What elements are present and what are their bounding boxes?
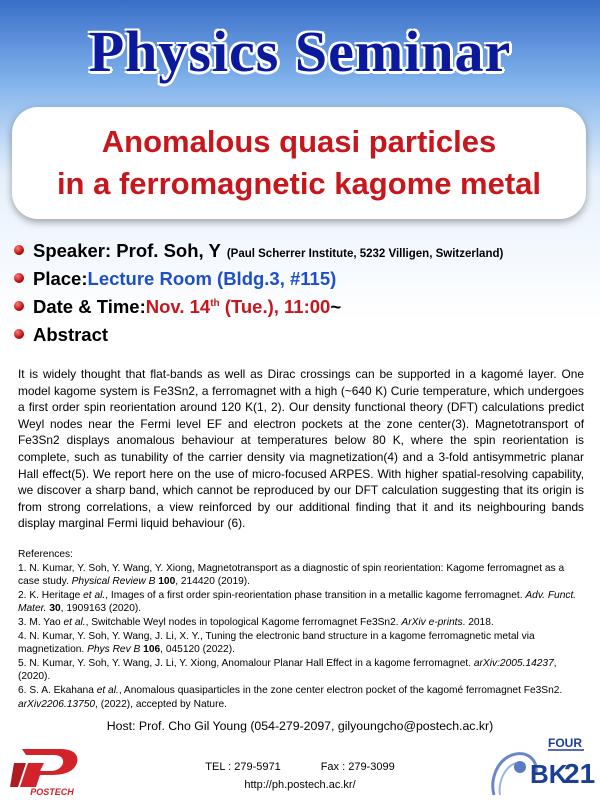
reference-3: 3. M. Yao et al., Switchable Weyl nodes in topological Kagome ferromagnet Fe3Sn2. ArXiv e-prints. 2018. bbox=[18, 616, 494, 628]
date-suffix: th bbox=[210, 297, 220, 309]
host-info: Host: Prof. Cho Gil Young (054-279-2097, gilyoungcho@postech.ac.kr) bbox=[106, 719, 494, 733]
speaker-item bbox=[14, 240, 594, 268]
date-item bbox=[14, 296, 594, 324]
bk-text: BK bbox=[530, 759, 568, 789]
tel: TEL : 279-5971 bbox=[205, 761, 281, 773]
abstract-item bbox=[14, 324, 594, 352]
talk-title-line-2: in a ferromagnetic kagome metal bbox=[56, 166, 542, 201]
reference-1: 1. N. Kumar, Y. Soh, Y. Wang, Y. Xiong, Magnetotransport as a diagnostic of spin reorientation: Kagome ferromagnet as a case study. Physical Review B 100, 214420 (2019). bbox=[18, 562, 565, 588]
website-link[interactable]: http://ph.postech.ac.kr/ bbox=[244, 779, 356, 791]
four-text: FOUR bbox=[548, 736, 582, 750]
place-label: Place: bbox=[33, 268, 88, 289]
date-time: (Tue.), 11:00 bbox=[219, 296, 331, 317]
place-item bbox=[14, 268, 594, 296]
postech-wordmark: POSTECH bbox=[30, 787, 74, 797]
date-value bbox=[146, 296, 331, 318]
references-heading: References: bbox=[18, 549, 73, 560]
bullet-icon bbox=[14, 273, 24, 283]
bullet-icon bbox=[14, 245, 24, 255]
reference-4: 4. N. Kumar, Y. Soh, Y. Wang, J. Li, X. Y., Tuning the electronic band structure in a kagome ferromagnetic metal via magnetization. Phys Rev B 106, 045120 (2022). bbox=[18, 630, 535, 656]
abstract-text: It is widely thought that flat-bands as well as Dirac crossings can be supported in a kagomé layer. One model kagome system is Fe3Sn2, a ferromagnet with a high (~640 K) Curie temperature, which undergoes a first order spin reorientation around 120 K(1, 2). Our density functional theory (DFT) calculations predict Weyl nodes near the Fermi level EF and electron pockets at the zone center(3). Magnetotransport of Fe3Sn2 displays anomalous behaviour at temperatures below 80 K, where the spin reorientation is complete, such as tunability of the carrier density via magnetization(4) and a 3-fold antisymmetric planar Hall effect(5). We report here on the use of micro-focused ARPES. With higher spatial-resolving capability, we discover a sharp band, which cannot be reproduced by our DFT calculation suggesting that its origin is from strong correlations, a view reinforced by our additional finding that it and its neighbouring bands display marginal Fermi liquid behaviour (6). bbox=[18, 367, 584, 531]
bullet-icon bbox=[14, 329, 24, 339]
bullet-icon bbox=[14, 301, 24, 311]
speaker-affiliation: (Paul Scherrer Institute, 5232 Villigen, Switzerland) bbox=[226, 248, 504, 260]
place-value: Lecture Room (Bldg.3, #115) bbox=[87, 268, 337, 289]
date-day: Nov. 14 bbox=[145, 296, 211, 317]
fax: Fax : 279-3099 bbox=[320, 761, 395, 773]
details-list bbox=[14, 240, 594, 352]
postech-logo bbox=[10, 745, 94, 797]
seminar-title: Physics Seminar bbox=[88, 19, 512, 84]
reference-2: 2. K. Heritage et al., Images of a first order spin-reorientation phase transition in a metallic kagome ferromagnet. Adv. Funct. Mater. 30, 1909163 (2020). bbox=[18, 589, 577, 615]
talk-title-line-1: Anomalous quasi particles bbox=[101, 124, 497, 159]
date-label: Date & Time: bbox=[33, 296, 146, 317]
twenty-one-text: 21 bbox=[564, 758, 596, 789]
speaker-label: Speaker: Prof. Soh, Y bbox=[33, 240, 221, 261]
talk-title-box bbox=[12, 107, 586, 219]
date-tail: ~ bbox=[330, 296, 342, 317]
references bbox=[18, 548, 584, 711]
reference-5: 5. N. Kumar, Y. Soh, Y. Wang, J. Li, Y. Xiong, Anomalour Planar Hall Effect in a kagome ferromagnet. arXiv:2005.14237, (2020). bbox=[18, 657, 557, 683]
reference-6: 6. S. A. Ekahana et al., Anomalous quasiparticles in the zone center electron pocket of the kagomé ferromagnet Fe3Sn2. arXiv2206.13750, (2022), accepted by Nature. bbox=[18, 684, 563, 710]
abstract-label: Abstract bbox=[33, 324, 109, 345]
bk21-four-logo bbox=[486, 725, 596, 797]
